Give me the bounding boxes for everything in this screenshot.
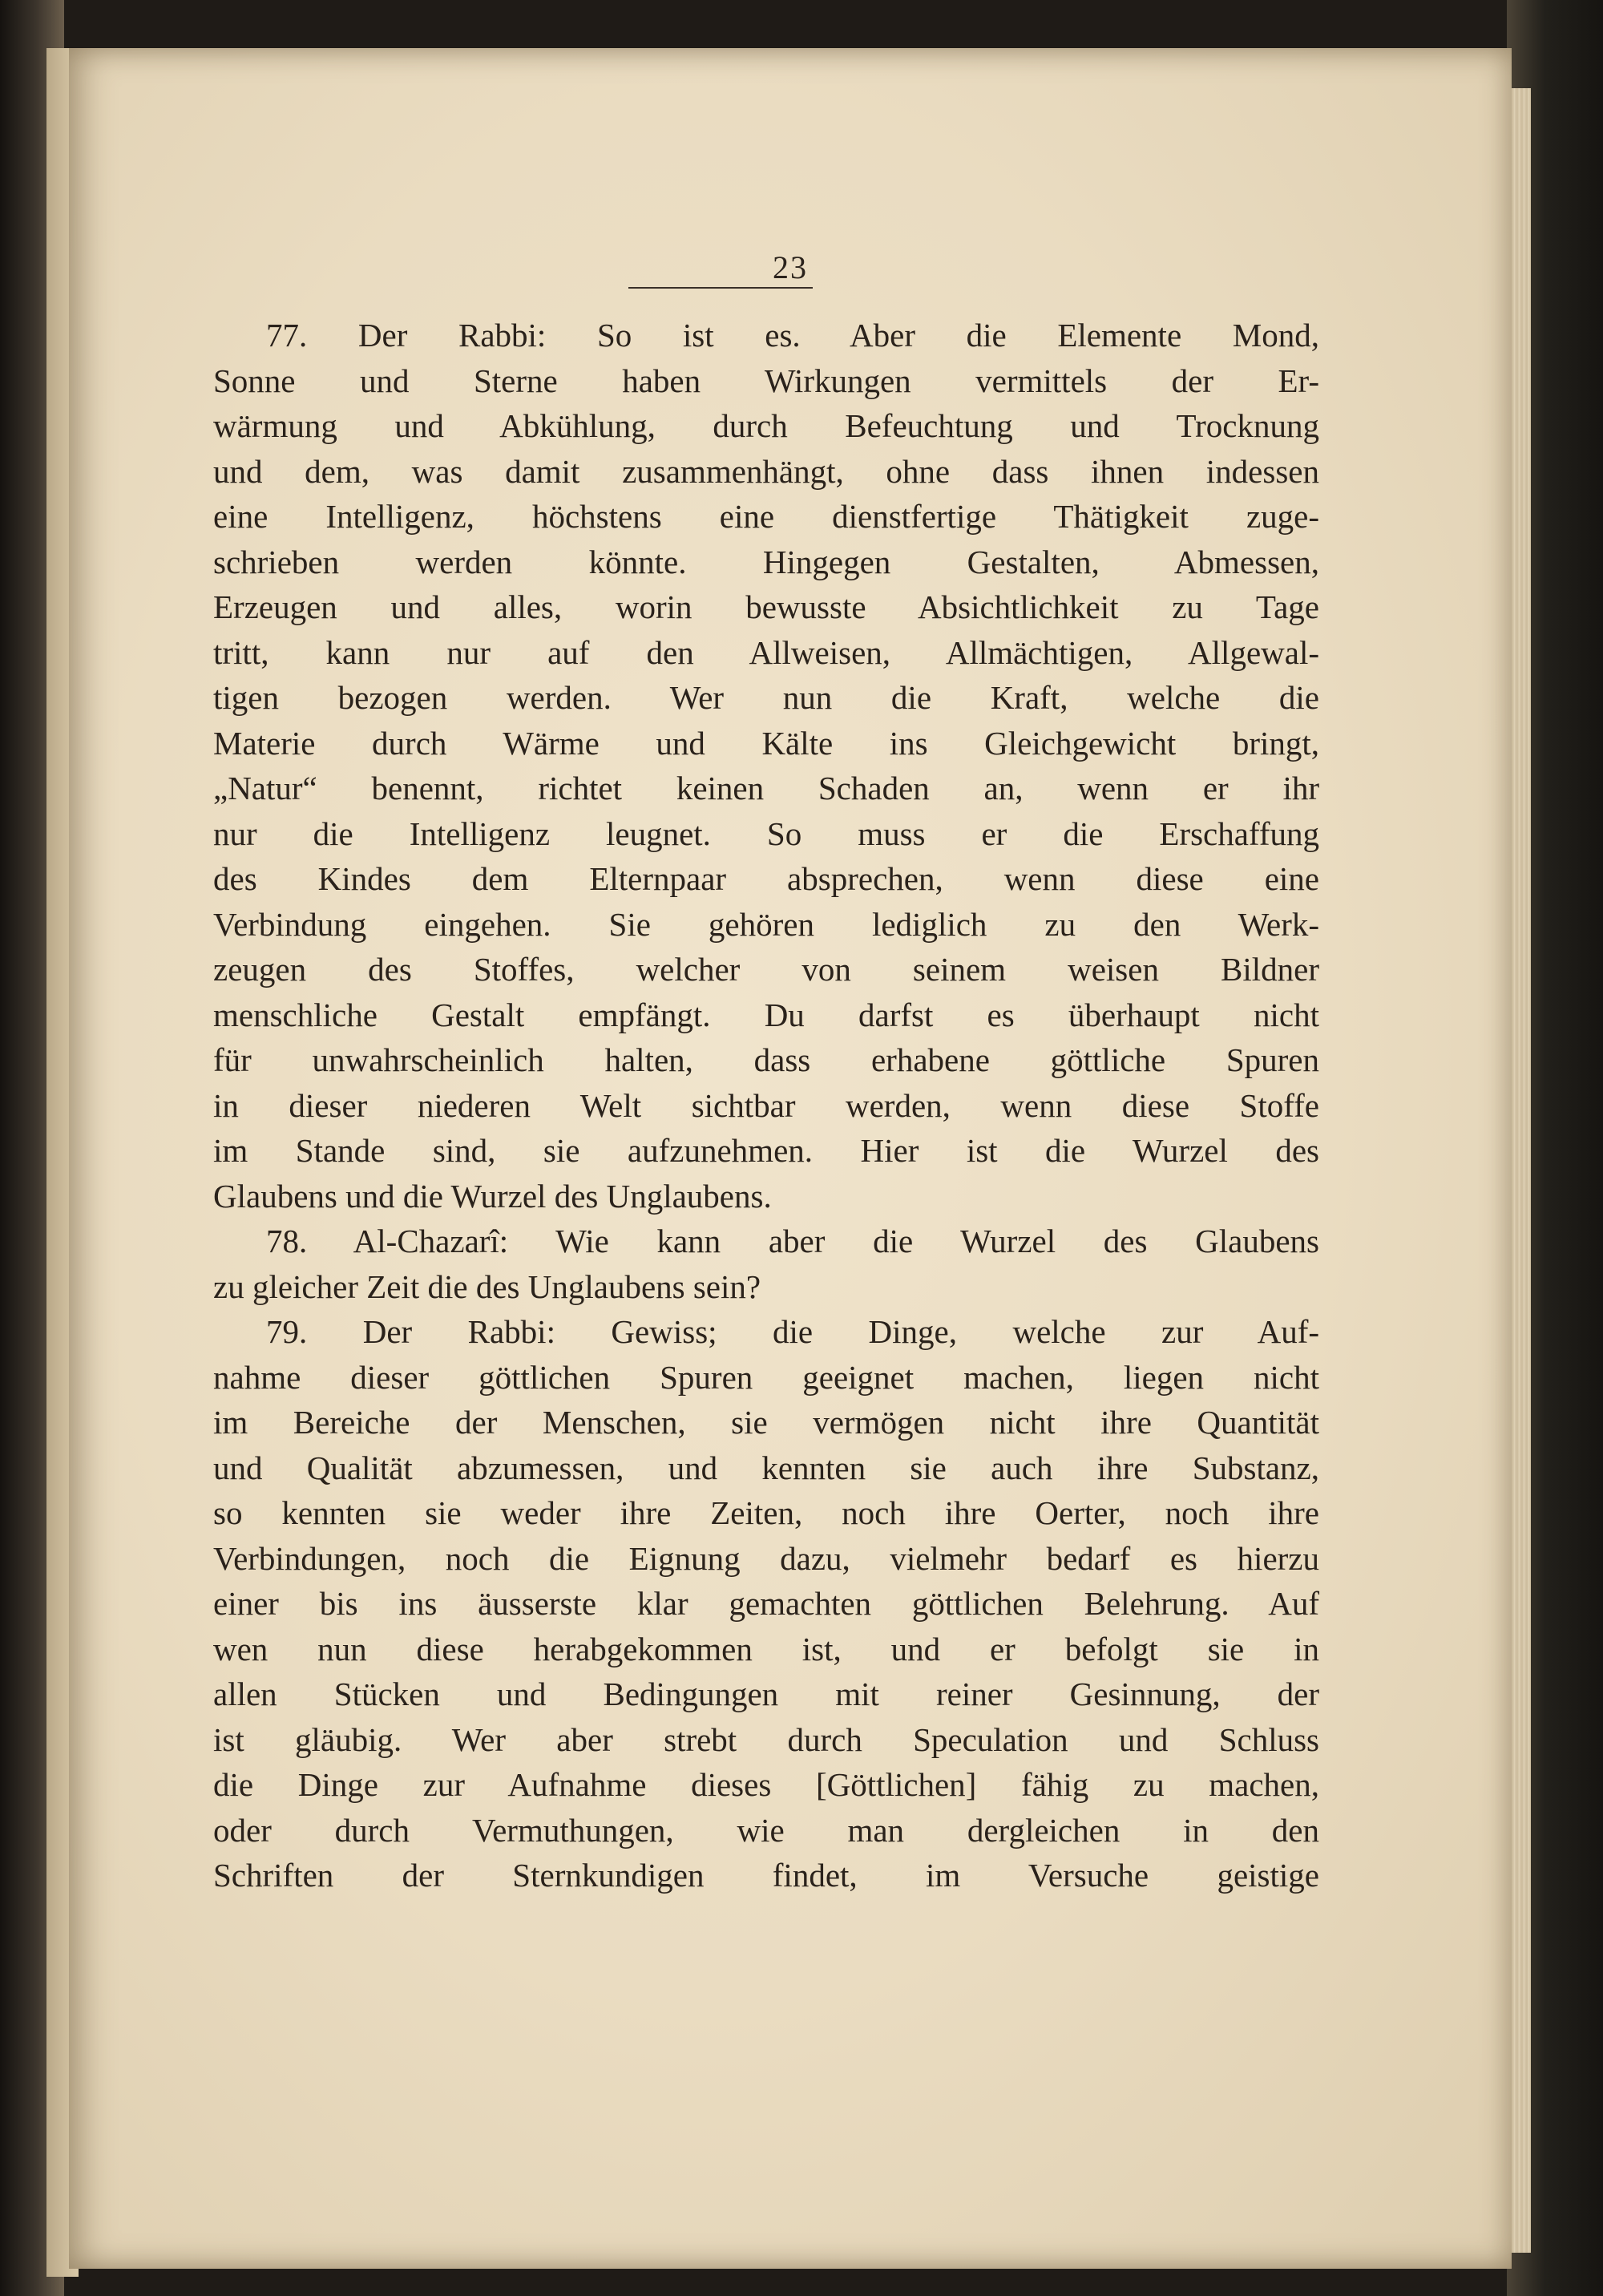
text-line: in dieser niederen Welt sichtbar werden, wenn diese Stoffe [213,1086,1319,1124]
text-line: Erzeugen und alles, worin bewusste Absichtlichkeit zu Tage [213,588,1319,625]
text-line: zeugen des Stoffes, welcher von seinem weisen Bildner [213,951,1319,988]
book-page [69,48,1512,2269]
text-line: wärmung und Abkühlung, durch Befeuchtung und Trocknung [213,407,1319,444]
text-line: allen Stücken und Bedingungen mit reiner Gesinnung, der [213,1676,1319,1712]
text-line: für unwahrscheinlich halten, dass erhabene göttliche Spuren [213,1041,1319,1078]
text-line: tigen bezogen werden. Wer nun die Kraft, welche die [213,679,1319,716]
text-line: Verbindungen, noch die Eignung dazu, vielmehr bedarf es hierzu [213,1539,1319,1577]
text-line: 79. Der Rabbi: Gewiss; die Dinge, welche zur Auf- [266,1313,1319,1350]
text-line: so kennten sie weder ihre Zeiten, noch ihre Oerter, noch ihre [213,1494,1319,1531]
header-rule [628,287,813,289]
text-line: eine Intelligenz, höchstens eine dienstfertige Thätigkeit zuge- [213,498,1319,535]
text-line: Materie durch Wärme und Kälte ins Gleichgewicht bringt, [213,724,1319,762]
text-line: im Stande sind, sie aufzunehmen. Hier ist die Wurzel des [213,1132,1319,1169]
text-line: Sonne und Sterne haben Wirkungen vermittels der Er- [213,362,1319,399]
text-line: menschliche Gestalt empfängt. Du darfst es überhaupt nicht [213,996,1319,1033]
text-line: Schriften der Sternkundigen findet, im Versuche geistige [213,1857,1319,1894]
text-line: im Bereiche der Menschen, sie vermögen nicht ihre Quantität [213,1404,1319,1441]
text-line: nur die Intelligenz leugnet. So muss er die Erschaffung [213,815,1319,852]
text-line: des Kindes dem Elternpaar absprechen, wenn diese eine [213,860,1319,897]
text-line: und Qualität abzumessen, und kennten sie auch ihre Substanz, [213,1449,1319,1486]
text-line: „Natur“ benennt, richtet keinen Schaden an, wenn er ihr [213,770,1319,806]
text-line: tritt, kann nur auf den Allweisen, Allmächtigen, Allgewal- [213,633,1319,671]
text-line: zu gleicher Zeit die des Unglaubens sein? [213,1267,761,1305]
text-line: Glaubens und die Wurzel des Unglaubens. [213,1177,772,1215]
text-line: und dem, was damit zusammenhängt, ohne dass ihnen indessen [213,452,1319,490]
text-line: schrieben werden könnte. Hingegen Gestalten, Abmessen, [213,543,1319,580]
text-line: nahme dieser göttlichen Spuren geeignet machen, liegen nicht [213,1358,1319,1396]
text-line: 78. Al-Chazarî: Wie kann aber die Wurzel des Glaubens [266,1223,1319,1259]
body-text [213,313,1319,1898]
text-line: die Dinge zur Aufnahme dieses [Göttlichen] fähig zu machen, [213,1766,1319,1803]
page-number: 23 [773,249,808,285]
text-line: 77. Der Rabbi: So ist es. Aber die Elemente Mond, [266,317,1319,354]
text-line: ist gläubig. Wer aber strebt durch Speculation und Schluss [213,1720,1319,1758]
text-line: wen nun diese herabgekommen ist, und er befolgt sie in [213,1630,1319,1667]
text-line: einer bis ins äusserste klar gemachten göttlichen Belehrung. Auf [213,1585,1319,1622]
text-line: oder durch Vermuthungen, wie man dergleichen in den [213,1811,1319,1849]
text-line: Verbindung eingehen. Sie gehören lediglich zu den Werk- [213,905,1319,943]
